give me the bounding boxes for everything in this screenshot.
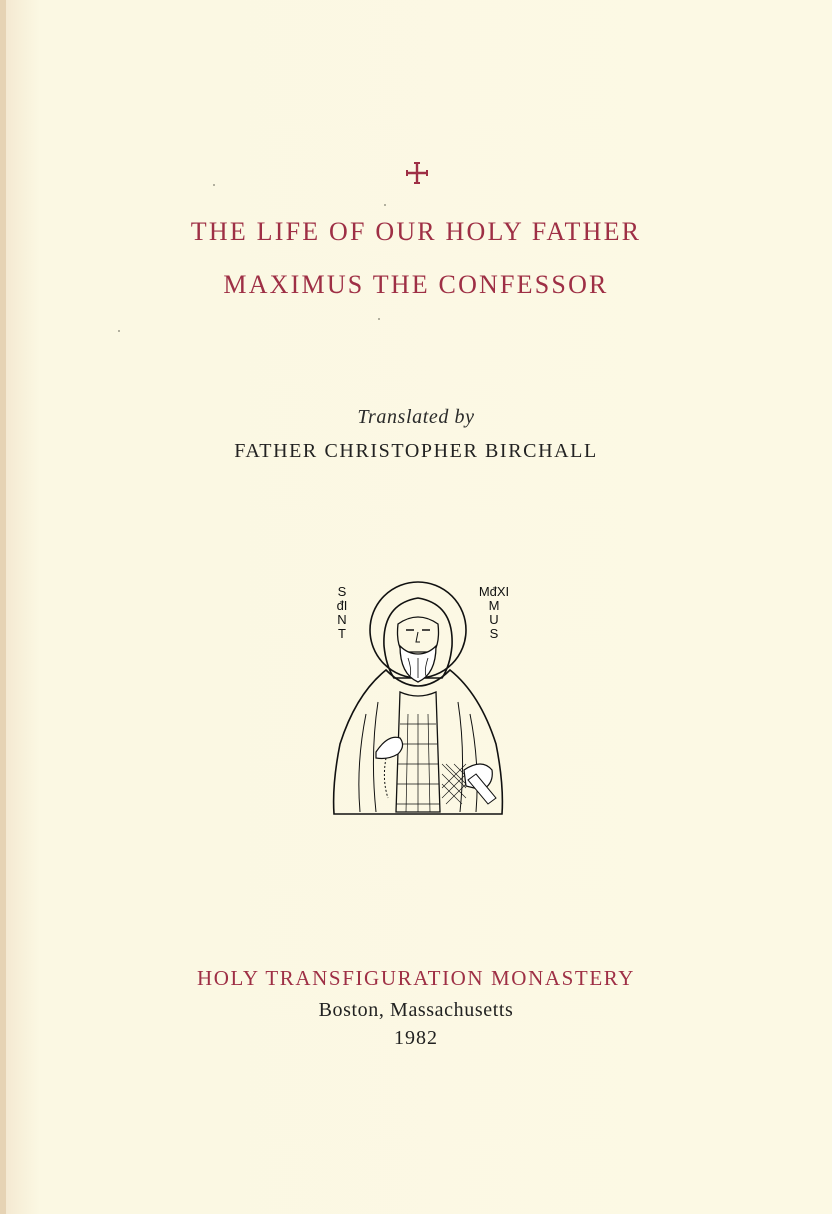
paper-speck — [213, 184, 215, 186]
inscription-right-2: M — [488, 598, 500, 613]
paper-speck — [384, 204, 386, 206]
inscription-right-1: MđXI — [478, 584, 510, 599]
publisher-name: HOLY TRANSFIGURATION MONASTERY — [197, 966, 635, 990]
inscription-right-4: S — [489, 626, 499, 641]
translator-name: FATHER CHRISTOPHER BIRCHALL — [234, 440, 598, 462]
inscription-left-2: đI — [336, 598, 348, 613]
inscription-left-1: S — [337, 584, 347, 599]
title-line-2: MAXIMUS THE CONFESSOR — [223, 270, 609, 299]
paper-speck — [118, 330, 120, 332]
inscription-right-3: U — [489, 612, 499, 627]
inscription-left-4: T — [338, 626, 346, 641]
saint-icon-illustration — [326, 574, 510, 824]
paper-speck — [378, 318, 380, 320]
publisher-place: Boston, Massachusetts — [318, 999, 514, 1021]
inscription-left-3: N — [337, 612, 347, 627]
publication-year: 1982 — [394, 1027, 438, 1049]
title-line-1: THE LIFE OF OUR HOLY FATHER — [190, 217, 642, 246]
translated-by-label: Translated by — [357, 406, 475, 428]
cross-icon — [404, 160, 430, 186]
